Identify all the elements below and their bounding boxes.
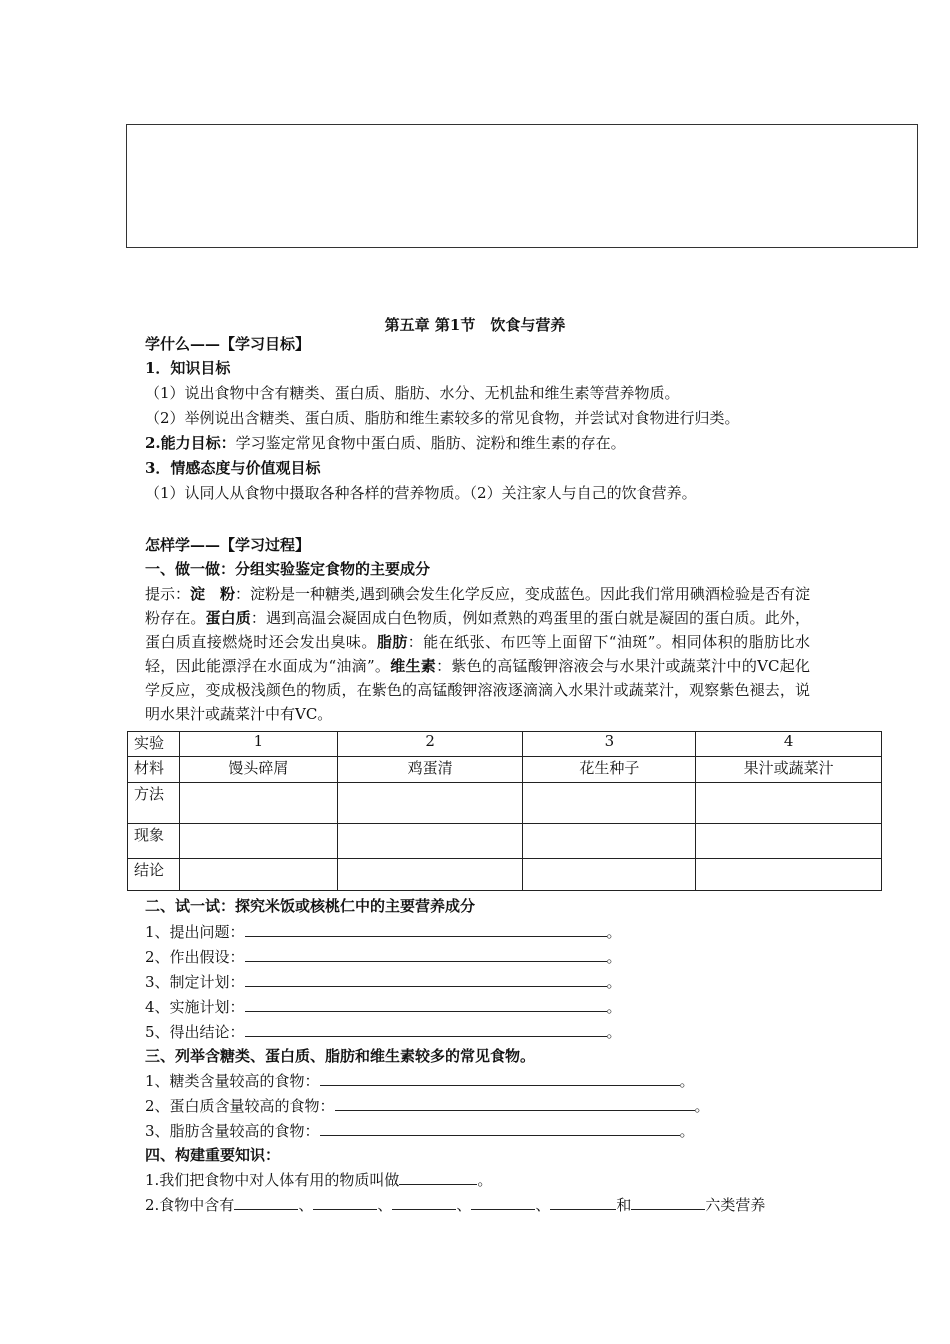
- vitamin-label: 维生素: [390, 657, 437, 675]
- answer-blank[interactable]: [245, 921, 607, 937]
- ability-text: 学习鉴定常见食物中蛋白质、脂肪、淀粉和维生素的存在。: [235, 434, 626, 452]
- section2-item-3: [145, 970, 622, 994]
- table-cell[interactable]: [696, 824, 882, 859]
- table-cell: 2: [337, 732, 523, 757]
- answer-blank[interactable]: [320, 1070, 680, 1086]
- hint-prefix: 提示：: [145, 585, 191, 603]
- table-row: [128, 783, 882, 824]
- answer-blank[interactable]: [245, 946, 607, 962]
- protein-text: ：遇到高温会凝固成白色物质，例如煮熟的鸡蛋里的蛋白就是凝固的蛋白质。此外，蛋白质直接燃烧时还会发出臭味。: [145, 609, 810, 651]
- answer-blank[interactable]: [320, 1120, 680, 1136]
- emotion-heading: 3．情感态度与价值观目标: [145, 459, 321, 477]
- goals-heading: 学什么——【学习目标】: [145, 335, 311, 353]
- answer-blank[interactable]: [245, 1021, 607, 1037]
- separator: 、: [535, 1196, 551, 1214]
- answer-blank[interactable]: [471, 1194, 535, 1210]
- section1-heading: 一、做一做：分组实验鉴定食物的主要成分: [145, 560, 431, 578]
- protein-label: 蛋白质: [205, 609, 251, 627]
- table-row: [128, 757, 882, 783]
- table-cell: 1: [179, 732, 337, 757]
- knowledge-q1: [145, 1168, 492, 1192]
- knowledge-q2: [145, 1193, 765, 1217]
- fat-label: 脂肪: [376, 633, 408, 651]
- section3-item-1: [145, 1069, 695, 1093]
- item-label: 1、提出问题：: [145, 923, 245, 941]
- item-label: 1、糖类含量较高的食物：: [145, 1072, 320, 1090]
- table-row: [128, 859, 882, 891]
- table-cell[interactable]: [179, 824, 337, 859]
- answer-blank[interactable]: [234, 1194, 298, 1210]
- page-title: 第五章 第1节 饮食与营养: [384, 316, 566, 334]
- table-cell[interactable]: [523, 859, 696, 891]
- separator: 、: [456, 1196, 472, 1214]
- item-label: 4、实施计划：: [145, 998, 245, 1016]
- knowledge-item-2: （2）举例说出含糖类、蛋白质、脂肪和维生素较多的常见食物，并尝试对食物进行归类。: [145, 409, 740, 427]
- item-end: 。: [606, 998, 622, 1016]
- answer-blank[interactable]: [335, 1095, 695, 1111]
- item-label: 2、蛋白质含量较高的食物：: [145, 1097, 335, 1115]
- item-label: 5、得出结论：: [145, 1023, 245, 1041]
- separator: 、: [377, 1196, 393, 1214]
- q1-end: 。: [477, 1171, 493, 1189]
- table-cell[interactable]: [337, 824, 523, 859]
- q1-text: 1.我们把食物中对人体有用的物质叫做: [145, 1171, 400, 1189]
- table-cell[interactable]: [696, 859, 882, 891]
- table-cell[interactable]: [696, 783, 882, 824]
- table-cell: 馒头碎屑: [179, 757, 337, 783]
- table-cell[interactable]: [337, 783, 523, 824]
- item-label: 3、制定计划：: [145, 973, 245, 991]
- item-end: 。: [606, 1023, 622, 1041]
- hint-paragraph: [145, 582, 810, 726]
- section3-item-2: [145, 1094, 710, 1118]
- item-end: 。: [679, 1072, 695, 1090]
- emotion-text: （1）认同人从食物中摄取各种各样的营养物质。（2）关注家人与自己的饮食营养。: [145, 484, 697, 502]
- item-end: 。: [606, 948, 622, 966]
- section2-item-2: [145, 945, 622, 969]
- table-cell[interactable]: [523, 783, 696, 824]
- row-label: 结论: [128, 859, 180, 891]
- experiment-table: [127, 731, 882, 891]
- header-blank-box: [126, 124, 918, 248]
- and-word: 和: [616, 1196, 632, 1214]
- table-cell[interactable]: [523, 824, 696, 859]
- table-cell[interactable]: [337, 859, 523, 891]
- table-cell[interactable]: [179, 859, 337, 891]
- knowledge-heading: 1．知识目标: [145, 359, 231, 377]
- answer-blank[interactable]: [245, 971, 607, 987]
- knowledge-item-1: （1）说出食物中含有糖类、蛋白质、脂肪、水分、无机盐和维生素等营养物质。: [145, 384, 680, 402]
- process-heading: 怎样学——【学习过程】: [145, 536, 311, 554]
- section3-item-3: [145, 1119, 695, 1143]
- table-cell[interactable]: [179, 783, 337, 824]
- row-label: 现象: [128, 824, 180, 859]
- separator: 、: [298, 1196, 314, 1214]
- item-label: 3、脂肪含量较高的食物：: [145, 1122, 320, 1140]
- item-end: 。: [606, 923, 622, 941]
- item-end: 。: [606, 973, 622, 991]
- vitamin-text: ：紫色的高锰酸钾溶液会与水果汁或蔬菜汁中的VC起化学反应，变成极浅颜色的物质，在紫色的高锰酸钾溶液逐滴滴入水果汁或蔬菜汁，观察紫色褪去，说明水果汁或蔬菜汁中有VC。: [145, 657, 810, 723]
- table-cell: 鸡蛋清: [337, 757, 523, 783]
- item-end: 。: [679, 1122, 695, 1140]
- table-cell: 3: [523, 732, 696, 757]
- section4-heading: 四、构建重要知识：: [145, 1146, 281, 1164]
- answer-blank[interactable]: [631, 1194, 705, 1210]
- starch-label: 淀 粉: [190, 585, 236, 603]
- section2-item-1: [145, 920, 622, 944]
- table-cell: 果汁或蔬菜汁: [696, 757, 882, 783]
- section3-heading: 三、列举含糖类、蛋白质、脂肪和维生素较多的常见食物。: [145, 1047, 536, 1065]
- answer-blank[interactable]: [245, 996, 607, 1012]
- table-cell: 花生种子: [523, 757, 696, 783]
- item-label: 2、作出假设：: [145, 948, 245, 966]
- table-row: [128, 824, 882, 859]
- row-label: 实验: [128, 732, 180, 757]
- table-row: [128, 732, 882, 757]
- answer-blank[interactable]: [550, 1194, 616, 1210]
- table-cell: 4: [696, 732, 882, 757]
- ability-label: 2.能力目标：: [145, 434, 236, 452]
- fat-text: ：能在纸张、布匹等上面留下“油斑”。相同体积的脂肪比水轻，因此能漂浮在水面成为“油滴”。: [145, 633, 810, 675]
- q2-text: 2.食物中含有: [145, 1196, 235, 1214]
- section2-heading: 二、试一试：探究米饭或核桃仁中的主要营养成分: [145, 897, 476, 915]
- answer-blank[interactable]: [399, 1169, 477, 1185]
- item-end: 。: [694, 1097, 710, 1115]
- ability-goal: [145, 431, 626, 455]
- row-label: 方法: [128, 783, 180, 824]
- answer-blank[interactable]: [392, 1194, 456, 1210]
- q2-end: 六类营养: [705, 1196, 766, 1214]
- starch-text: ：淀粉是一种糖类,遇到碘会发生化学反应，变成蓝色。因此我们常用碘酒检验是否有淀粉存在。: [145, 585, 810, 627]
- row-label: 材料: [128, 757, 180, 783]
- answer-blank[interactable]: [313, 1194, 377, 1210]
- section2-item-5: [145, 1020, 622, 1044]
- section2-item-4: [145, 995, 622, 1019]
